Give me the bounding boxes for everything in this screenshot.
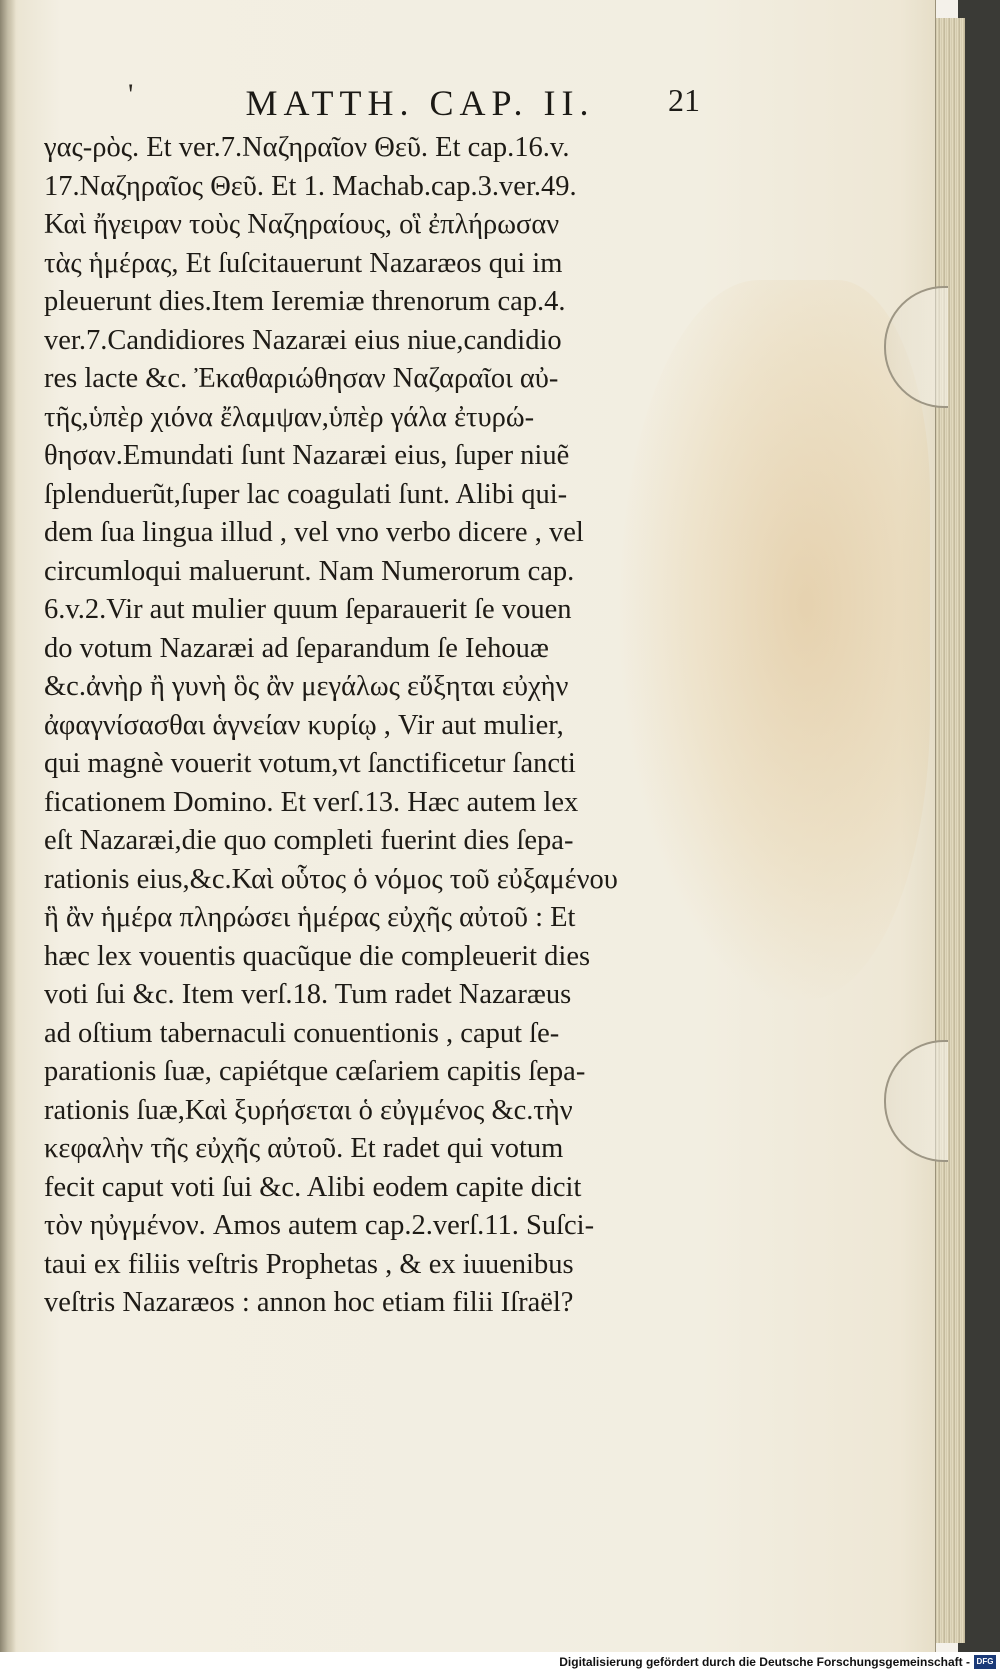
text-line: θησαν.Emundati ſunt Nazaræi eius, ſuper niuẽ — [44, 440, 570, 471]
text-line: dem ſua lingua illud , vel vno verbo dicere , vel — [44, 517, 584, 548]
funding-credit: Digitalisierung gefördert durch die Deutsche Forschungsgemeinschaft - — [559, 1655, 970, 1669]
text-line: γας-ρὸς. Et ver.7.Ναζηραῖον Θεῦ. Et cap.16.v. — [44, 132, 570, 163]
text-line: Καὶ ἤγειραν τοὺς Ναζηραίους, οἳ ἐπλήρωσαν — [44, 209, 560, 240]
text-line: τῆς,ὑπὲρ χιόνα ἔλαμψαν,ὑπὲρ γάλα ἐτυρώ- — [44, 401, 535, 433]
digitization-footer — [0, 1652, 1000, 1672]
text-line: circumloqui maluerunt. Nam Numerorum cap. — [44, 555, 575, 587]
text-line: veſtris Nazaræos : annon hoc etiam filii Iſraël? — [44, 1287, 574, 1318]
text-line: ſplenduerũt,ſuper lac coagulati ſunt. Alibi qui- — [44, 478, 568, 510]
text-line: rationis ſuæ,Καὶ ξυρήσεται ὁ εὐγμένος &c.τὴν — [44, 1094, 573, 1126]
running-head: MATTH. CAP. II. — [245, 83, 595, 123]
text-line: 6.v.2.Vir aut mulier quum ſeparauerit ſe vouen — [44, 594, 572, 625]
text-line: pleuerunt dies.Item Ieremiæ threnorum cap.4. — [44, 286, 566, 317]
text-line: τὰς ἡμέρας, Et ſuſcitauerunt Nazaræos qui im — [44, 247, 563, 279]
body-text — [44, 129, 704, 1323]
text-line: ἣ ἂν ἡμέρα πληρώσει ἡμέρας εὐχῆς αὐτοῦ : Et — [44, 902, 576, 933]
dfg-logo: DFG — [974, 1655, 996, 1669]
text-line: rationis eius,&c.Καὶ οὗτος ὁ νόμος τοῦ εὐξαμένου — [44, 863, 618, 895]
text-line: parationis ſuæ, capiétque cæſariem capitis ſepa- — [44, 1056, 586, 1087]
text-line: hæc lex vouentis quacũque die compleuerit dies — [44, 940, 591, 972]
text-line: qui magnè vouerit votum,vt ſanctificetur ſancti — [44, 748, 576, 779]
text-line: ficationem Domino. Et verſ.13. Hæc autem lex — [44, 786, 579, 818]
text-line: voti ſui &c. Item verſ.18. Tum radet Nazaræus — [44, 979, 572, 1010]
text-line: fecit caput voti ſui &c. Alibi eodem capite dicit — [44, 1171, 582, 1203]
text-line: τὸν ηὐγμένον. Amos autem cap.2.verſ.11. Suſci- — [44, 1210, 595, 1241]
text-line: &c.ἀνὴρ ἢ γυνὴ ὃς ἂν μεγάλως εὔξηται εὐχὴν — [44, 671, 569, 702]
text-line: eſt Nazaræi,die quo completi fuerint dies ſepa- — [44, 825, 574, 856]
text-line: κεφαλὴν τῆς εὐχῆς αὐτοῦ. Et radet qui votum — [44, 1133, 564, 1164]
binding-gutter — [0, 0, 16, 1652]
text-line: taui ex filiis veſtris Prophetas , & ex iuuenibus — [44, 1248, 574, 1280]
running-head-mark: ' — [128, 78, 134, 111]
page-number: 21 — [668, 82, 700, 118]
text-line: do votum Nazaræi ad ſeparandum ſe Iehouæ — [44, 632, 549, 664]
text-line: 17.Ναζηραῖος Θεῦ. Et 1. Machab.cap.3.ver.49. — [44, 170, 577, 202]
text-line: ver.7.Candidiores Nazaræi eius niue,candidio — [44, 324, 562, 356]
text-line: ἀφαγνίσασθαι ἁγνείαν κυρίῳ , Vir aut mulier, — [44, 709, 564, 741]
text-line: ad oſtium tabernaculi conuentionis , caput ſe- — [44, 1017, 560, 1049]
text-line: res lacte &c. Ἐκαθαριώθησαν Ναζαραῖοι αὐ- — [44, 363, 559, 394]
